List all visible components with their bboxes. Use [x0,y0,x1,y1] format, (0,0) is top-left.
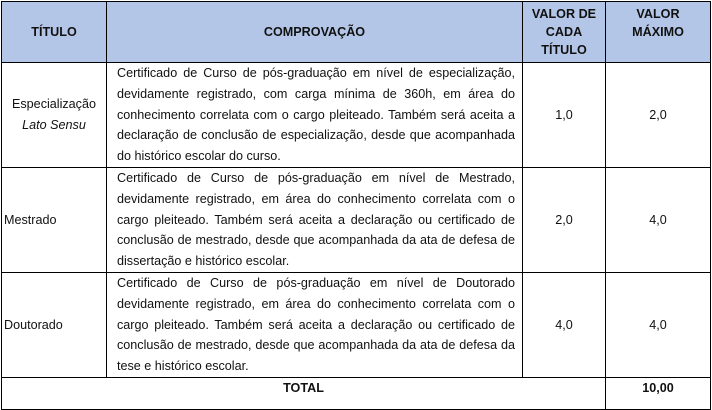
row-valor-max: 4,0 [606,272,711,377]
header-valor-maximo [606,2,711,63]
row-valor-cada: 4,0 [523,272,606,377]
titulo-lato-sensu: Lato Sensu [22,117,86,132]
total-row [2,377,711,409]
titulo-especializacao: Especialização [11,96,96,111]
row-comprovacao: Certificado de Curso de pós-graduação em nível de especialização, devidamente registrado, com carga mínima de 360h, em área do conhecimento correlata com o cargo pleiteado. Também será aceita a declaração de conclusão de especialização, desde que acompanhada do histórico escolar do curso. [107,63,523,168]
table-header-row [2,2,711,63]
table-row [2,63,711,168]
row-comprovacao: Certificado de Curso de pós-graduação em nível de Mestrado, devidamente registrado, em área do conhecimento correlata com o cargo pleiteado. Também será aceita a declaração ou certificado de conclusão de mestrado, desde que acompanhada da ata de defesa de dissertação e histórico escolar. [107,167,523,272]
header-valor-cada-titulo [523,2,606,63]
row-valor-max: 2,0 [606,63,711,168]
row-valor-cada: 2,0 [523,167,606,272]
header-valor-max-line2: MÁXIMO [632,25,684,39]
table-row [2,167,711,272]
row-valor-cada: 1,0 [523,63,606,168]
table-row [2,272,711,377]
header-valor-cada-line1: VALOR DE [531,7,597,21]
header-comprovacao: COMPROVAÇÃO [107,2,523,63]
row-comprovacao: Certificado de Curso de pós-graduação em nível de Doutorado devidamente registrado, em área do conhecimento correlata com o cargo pleiteado. Também será aceita a declaração ou certificado de conclusão de mestrado, desde que acompanhada da ata de defesa da tese e histórico escolar. [107,272,523,377]
row-titulo: Mestrado [2,167,107,272]
total-value: 10,00 [606,377,711,409]
titles-score-table [1,1,711,410]
row-titulo: Doutorado [2,272,107,377]
header-valor-cada-line2: CADA [545,25,583,39]
header-titulo: TÍTULO [2,2,107,63]
row-titulo [2,63,107,168]
header-valor-cada-line3: TÍTULO [541,43,587,57]
total-label: TOTAL [2,377,606,409]
header-valor-max-line1: VALOR [636,7,680,21]
row-valor-max: 4,0 [606,167,711,272]
